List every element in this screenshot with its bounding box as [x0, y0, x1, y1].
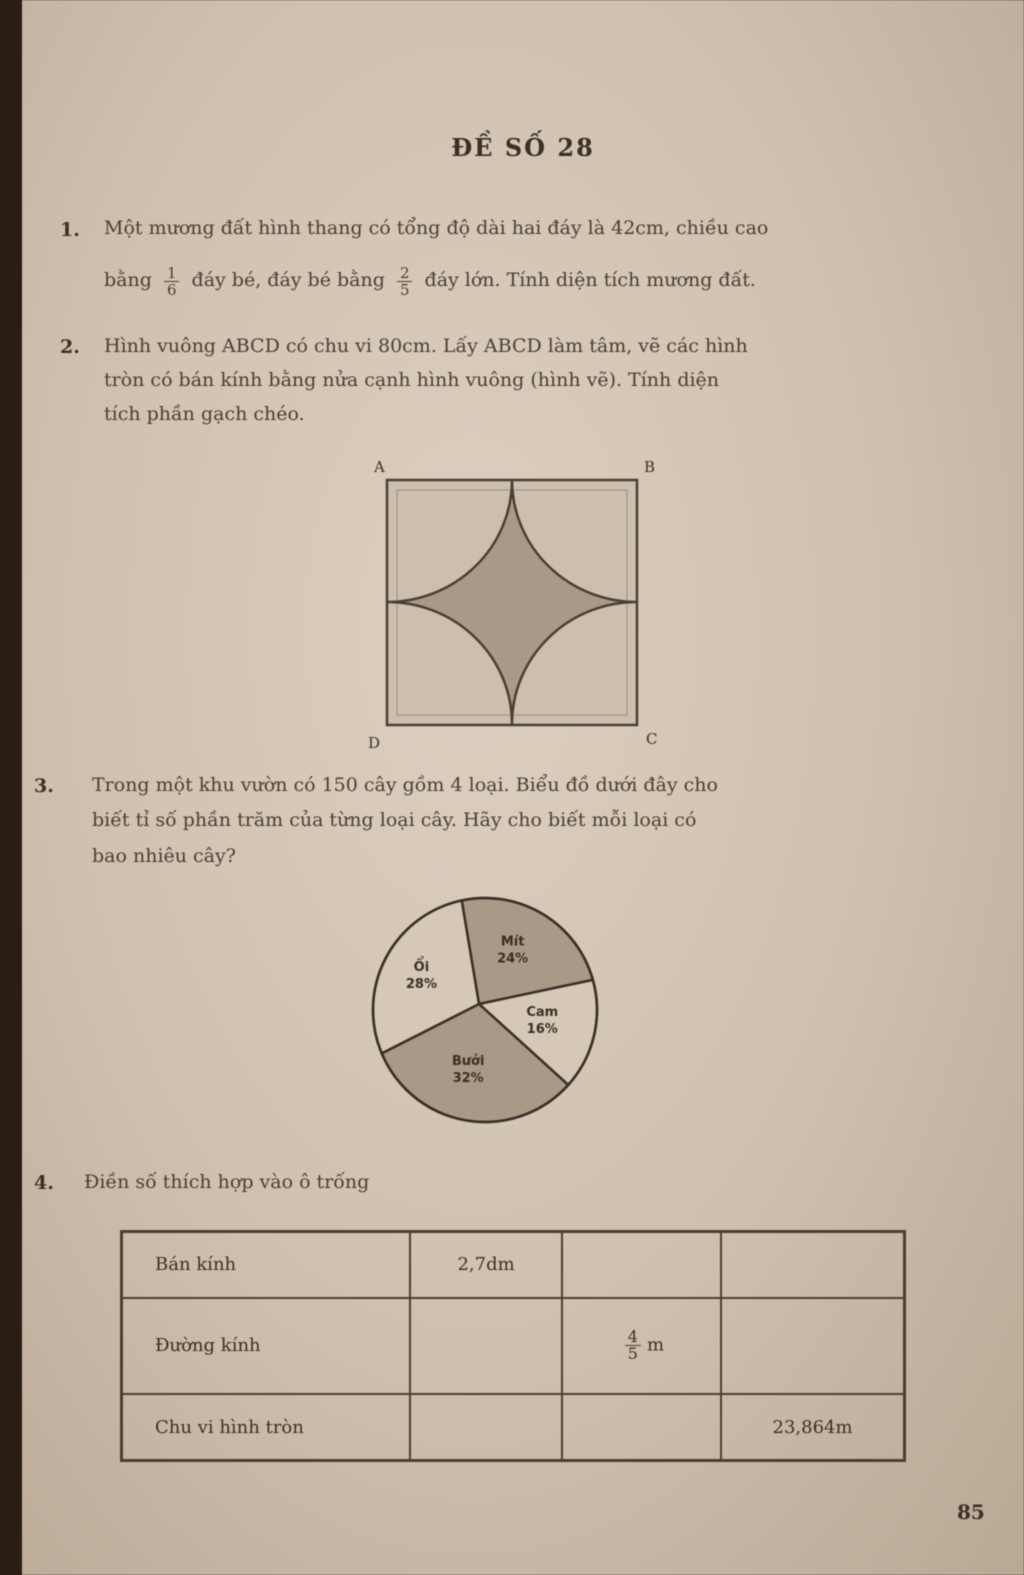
- fraction-two-fifths: $\frac{2}{5}$: [397, 265, 413, 298]
- table-cell-blank[interactable]: [562, 1394, 721, 1460]
- question-3-number: 3.: [34, 775, 54, 797]
- pie-slice-label-0: Mít: [500, 934, 525, 950]
- page-title: ĐỀ SỐ 28: [451, 133, 595, 162]
- question-2-line-2: tròn có bán kính bằng nửa cạnh hình vuông (hình vẽ). Tính diện: [104, 369, 720, 391]
- question-1-number: 1.: [60, 219, 80, 241]
- table-cell-fraction: $\frac{4}{5}$ m: [562, 1298, 721, 1394]
- table-row: [122, 1394, 905, 1460]
- pie-slice-value-2: 32%: [452, 1071, 484, 1087]
- table-cell-blank[interactable]: [410, 1394, 561, 1460]
- table-cell-blank[interactable]: [721, 1232, 904, 1298]
- corner-label-c: C: [646, 730, 658, 748]
- row-header-diameter: Đường kính: [122, 1298, 411, 1394]
- question-4-line-1: Điền số thích hợp vào ô trống: [84, 1171, 370, 1193]
- tree-pie-chart: [360, 890, 610, 1130]
- fraction-one-sixth: $\frac{1}{6}$: [164, 265, 180, 298]
- square-arcs-figure: [342, 450, 672, 750]
- question-2-line-1: Hình vuông ABCD có chu vi 80cm. Lấy ABCD làm tâm, vẽ các hình: [104, 335, 748, 357]
- pie-slice-value-3: 28%: [405, 976, 437, 992]
- table-cell-blank[interactable]: [410, 1298, 561, 1394]
- table-row: [122, 1232, 905, 1298]
- pie-slice-label-1: Cam: [526, 1004, 559, 1020]
- corner-label-a: A: [374, 458, 385, 476]
- pie-slice-value-0: 24%: [497, 951, 529, 967]
- question-1-text-b: đáy bé, đáy bé bằng: [191, 269, 385, 291]
- corner-label-b: B: [644, 458, 656, 476]
- question-3-line-1: Trong một khu vườn có 150 cây gồm 4 loại. Biểu đồ dưới đây cho: [92, 774, 718, 796]
- worksheet-page: [22, 0, 1024, 1575]
- question-3-line-2: biết tỉ số phần trăm của từng loại cây. Hãy cho biết mỗi loại có: [92, 809, 697, 831]
- question-2-number: 2.: [60, 336, 80, 358]
- question-1-text-c: đáy lớn. Tính diện tích mương đất.: [424, 269, 756, 291]
- page-number: 85: [957, 1500, 985, 1524]
- table-cell: 23,864m: [721, 1394, 904, 1460]
- table-row: [122, 1298, 905, 1394]
- table-cell-blank[interactable]: [562, 1232, 721, 1298]
- question-3-line-3: bao nhiêu cây?: [92, 845, 236, 867]
- circle-measure-table: [120, 1230, 906, 1462]
- question-1-line-2: [104, 260, 984, 300]
- pie-slice-label-3: Ổi: [413, 959, 430, 975]
- question-4-number: 4.: [34, 1172, 54, 1194]
- pie-slice-label-2: Bưởi: [451, 1054, 485, 1070]
- table-cell-blank[interactable]: [721, 1298, 904, 1394]
- row-header-radius: Bán kính: [122, 1232, 411, 1298]
- question-1-text-a: bằng: [104, 269, 152, 291]
- question-1-line-1: Một mương đất hình thang có tổng độ dài hai đáy là 42cm, chiều cao: [104, 217, 769, 239]
- table-cell: 2,7dm: [410, 1232, 561, 1298]
- corner-label-d: D: [368, 734, 381, 750]
- question-2-line-3: tích phần gạch chéo.: [104, 403, 305, 425]
- row-header-circumference: Chu vi hình tròn: [122, 1394, 411, 1460]
- pie-slice-value-1: 16%: [526, 1021, 558, 1037]
